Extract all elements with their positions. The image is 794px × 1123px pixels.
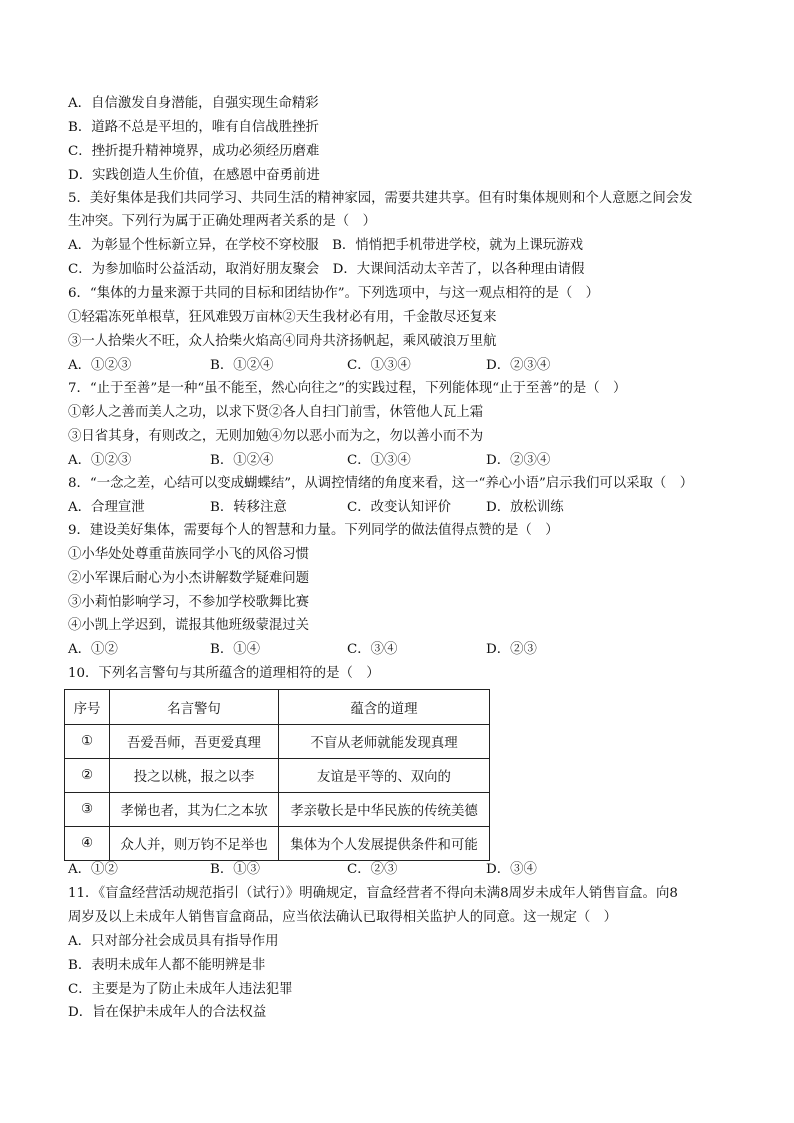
table-row	[65, 793, 490, 827]
q7-choice-b: B．①②④	[210, 453, 274, 468]
q7-stem: 7．“止于至善”是一种“虽不能至，然心向往之”的实践过程，下列能体现“止于至善”的是（ ）	[68, 381, 627, 396]
q6-stem: 6．“集体的力量来源于共同的目标和团结协作”。下列选项中，与这一观点相符的是（ ）	[68, 286, 600, 301]
table-cell: 孝亲敬长是中华民族的传统美德	[279, 793, 490, 827]
q7-statements-1-2: ①彰人之善而美人之功，以求下贤②各人自扫门前雪，休管他人瓦上霜	[68, 405, 484, 420]
q10-choice-b: B．①③	[210, 862, 261, 877]
q6-choice-a: A．①②③	[68, 358, 132, 373]
q5-options-cd: C．为参加临时公益活动，取消好朋友聚会 D．大课间活动太辛苦了，以各种理由请假	[68, 262, 585, 277]
q6-statements-3-4: ③一人拾柴火不旺，众人拾柴火焰高④同舟共济扬帆起，乘风破浪万里航	[68, 334, 497, 349]
q9-statement-2: ②小军课后耐心为小杰讲解数学疑难问题	[68, 571, 310, 586]
q9-statement-3: ③小莉怕影响学习，不参加学校歌舞比赛	[68, 595, 310, 610]
table-cell: 吾爱吾师，吾更爱真理	[110, 725, 279, 759]
q9-choice-d: D．②③	[486, 642, 537, 657]
q9-stem: 9．建设美好集体，需要每个人的智慧和力量。下列同学的做法值得点赞的是（ ）	[68, 523, 559, 538]
q9-choice-b: B．①④	[210, 642, 261, 657]
q7-choice-c: C．①③④	[347, 453, 411, 468]
q11-stem-line1: 11．《盲盒经营活动规范指引（试行）》明确规定，盲盒经营者不得向未满8周岁未成年人销售盲盒。向8	[68, 886, 678, 901]
q10-choice-c: C．②③	[347, 862, 398, 877]
table-row	[65, 759, 490, 793]
q11-stem-line2: 周岁及以上未成年人销售盲盒商品，应当依法确认已取得相关监护人的同意。这一规定（ ）	[68, 910, 618, 925]
q8-choice-c: C．改变认知评价	[347, 500, 451, 515]
q6-choice-d: D．②③④	[486, 358, 551, 373]
table-cell: 众人并，则万钧不足举也	[110, 827, 279, 861]
table-cell: 友谊是平等的、双向的	[279, 759, 490, 793]
table-cell: ②	[65, 759, 110, 793]
q7-statements-3-4: ③日省其身，有则改之，无则加勉④勿以恶小而为之，勿以善小而不为	[68, 429, 484, 444]
q10-stem: 10．下列名言警句与其所蕴含的道理相符的是（ ）	[68, 666, 380, 681]
q5-stem-line1: 5．美好集体是我们共同学习、共同生活的精神家园，需要共建共享。但有时集体规则和个人意愿之间会发	[68, 191, 693, 206]
q6-choice-c: C．①③④	[347, 358, 411, 373]
table-row	[65, 827, 490, 861]
q9-choice-c: C．③④	[347, 642, 398, 657]
q8-choice-d: D．放松训练	[486, 500, 564, 515]
q6-choice-b: B．①②④	[210, 358, 274, 373]
q7-choice-a: A．①②③	[68, 453, 132, 468]
table-header-cell: 名言警句	[110, 690, 279, 725]
q4-option-a: A．自信激发自身潜能，自强实现生命精彩	[68, 96, 319, 111]
table-cell: ①	[65, 725, 110, 759]
table-header-cell: 序号	[65, 690, 110, 725]
q10-choice-d: D．③④	[486, 862, 537, 877]
q9-choice-a: A．①②	[68, 642, 118, 657]
table-row	[65, 725, 490, 759]
table-cell: 不盲从老师就能发现真理	[279, 725, 490, 759]
q8-choice-a: A．合理宣泄	[68, 500, 145, 515]
table-cell: 集体为个人发展提供条件和可能	[279, 827, 490, 861]
q9-statement-4: ④小凯上学迟到，谎报其他班级蒙混过关	[68, 618, 310, 633]
q11-option-a: A．只对部分社会成员具有指导作用	[68, 934, 279, 949]
q4-option-b: B．道路不总是平坦的，唯有自信战胜挫折	[68, 120, 319, 135]
q11-option-d: D．旨在保护未成年人的合法权益	[68, 1005, 267, 1020]
q5-stem-line2: 生冲突。下列行为属于正确处理两者关系的是（ ）	[68, 214, 376, 229]
q8-stem: 8．“一念之差，心结可以变成蝴蝶结”，从调控情绪的角度来看，这一“养心小语”启示我们可以采取（ ）	[68, 476, 694, 491]
q11-option-b: B．表明未成年人都不能明辨是非	[68, 958, 266, 973]
table-cell: 孝悌也者，其为仁之本欤	[110, 793, 279, 827]
q6-statements-1-2: ①轻霜冻死单根草，狂风难毁万亩林②天生我材必有用，千金散尽还复来	[68, 310, 497, 325]
q10-table	[64, 689, 490, 861]
table-header-cell: 蕴含的道理	[279, 690, 490, 725]
q11-option-c: C．主要是为了防止未成年人违法犯罪	[68, 982, 293, 997]
q4-option-c: C．挫折提升精神境界，成功必须经历磨难	[68, 144, 320, 159]
table-cell: 投之以桃，报之以李	[110, 759, 279, 793]
q7-choice-d: D．②③④	[486, 453, 551, 468]
q8-choice-b: B．转移注意	[210, 500, 287, 515]
q9-statement-1: ①小华处处尊重苗族同学小飞的风俗习惯	[68, 547, 310, 562]
table-cell: ③	[65, 793, 110, 827]
q4-option-d: D．实践创造人生价值，在感恩中奋勇前进	[68, 168, 320, 183]
q5-options-ab: A．为彰显个性标新立异，在学校不穿校服 B．悄悄把手机带进学校，就为上课玩游戏	[68, 238, 583, 253]
q10-choice-a: A．①②	[68, 862, 118, 877]
table-header-row	[65, 690, 490, 725]
table-cell: ④	[65, 827, 110, 861]
